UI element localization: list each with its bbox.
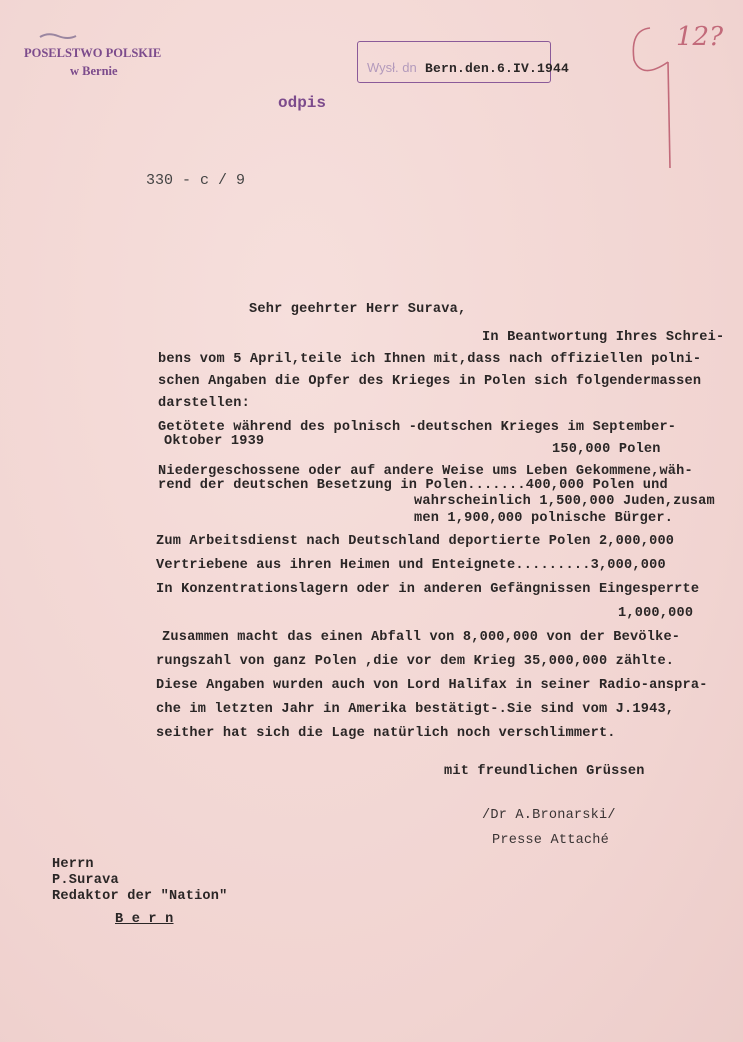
body-line: In Beantwortung Ihres Schrei- xyxy=(482,330,725,345)
body-line: Niedergeschossene oder auf andere Weise ums Leben Gekommene,wäh- xyxy=(158,464,693,479)
signature: /Dr A.Bronarski/ xyxy=(482,808,616,823)
body-line: men 1,900,000 polnische Bürger. xyxy=(414,511,674,526)
address-title: Redaktor der "Nation" xyxy=(52,889,228,904)
address-city: B e r n xyxy=(115,912,174,927)
body-line: bens vom 5 April,teile ich Ihnen mit,dass nach offiziellen polni- xyxy=(158,352,702,367)
handwritten-number: 12? xyxy=(676,22,724,52)
body-line: rungszahl von ganz Polen ,die vor dem Krieg 35,000,000 zählte. xyxy=(156,654,675,669)
copy-label: odpis xyxy=(278,94,327,112)
letter-date: Bern.den.6.IV.1944 xyxy=(425,61,570,76)
closing: mit freundlichen Grüssen xyxy=(444,764,645,779)
address-name: P.Surava xyxy=(52,873,119,888)
body-line: 1,000,000 xyxy=(618,606,694,621)
body-line: Diese Angaben wurden auch von Lord Halifax in seiner Radio-anspra- xyxy=(156,678,708,693)
body-line: darstellen: xyxy=(158,396,250,411)
stamp-emblem-icon xyxy=(38,27,78,35)
reference-number: 330 - c / 9 xyxy=(146,172,246,189)
embassy-stamp-name: POSELSTWO POLSKIE xyxy=(24,46,162,60)
signature-title: Presse Attaché xyxy=(492,833,610,848)
dispatch-stamp-label: Wysł. dn xyxy=(367,60,417,75)
body-line: che im letzten Jahr in Amerika bestätigt-.Sie sind vom J.1943, xyxy=(156,702,675,717)
body-line: 150,000 Polen xyxy=(552,442,661,457)
body-line: wahrscheinlich 1,500,000 Juden,zusam xyxy=(414,494,715,509)
body-line: Zusammen macht das einen Abfall von 8,000,000 von der Bevölke- xyxy=(162,630,681,645)
body-line: rend der deutschen Besetzung in Polen.......400,000 Polen und xyxy=(158,478,668,493)
body-line: seither hat sich die Lage natürlich noch verschlimmert. xyxy=(156,726,616,741)
salutation: Sehr geehrter Herr Surava, xyxy=(249,302,467,317)
body-line: Oktober 1939 xyxy=(164,434,265,449)
embassy-stamp-city: w Bernie xyxy=(70,64,118,78)
body-line: Vertriebene aus ihren Heimen und Enteignete.........3,000,000 xyxy=(156,558,666,573)
body-line: In Konzentrationslagern oder in anderen Gefängnissen Eingesperrte xyxy=(156,582,700,597)
address-salutation: Herrn xyxy=(52,857,94,872)
body-line: schen Angaben die Opfer des Krieges in Polen sich folgendermassen xyxy=(158,374,702,389)
body-line: Zum Arbeitsdienst nach Deutschland deportierte Polen 2,000,000 xyxy=(156,534,675,549)
body-line: Getötete während des polnisch -deutschen Krieges im September- xyxy=(158,420,677,435)
